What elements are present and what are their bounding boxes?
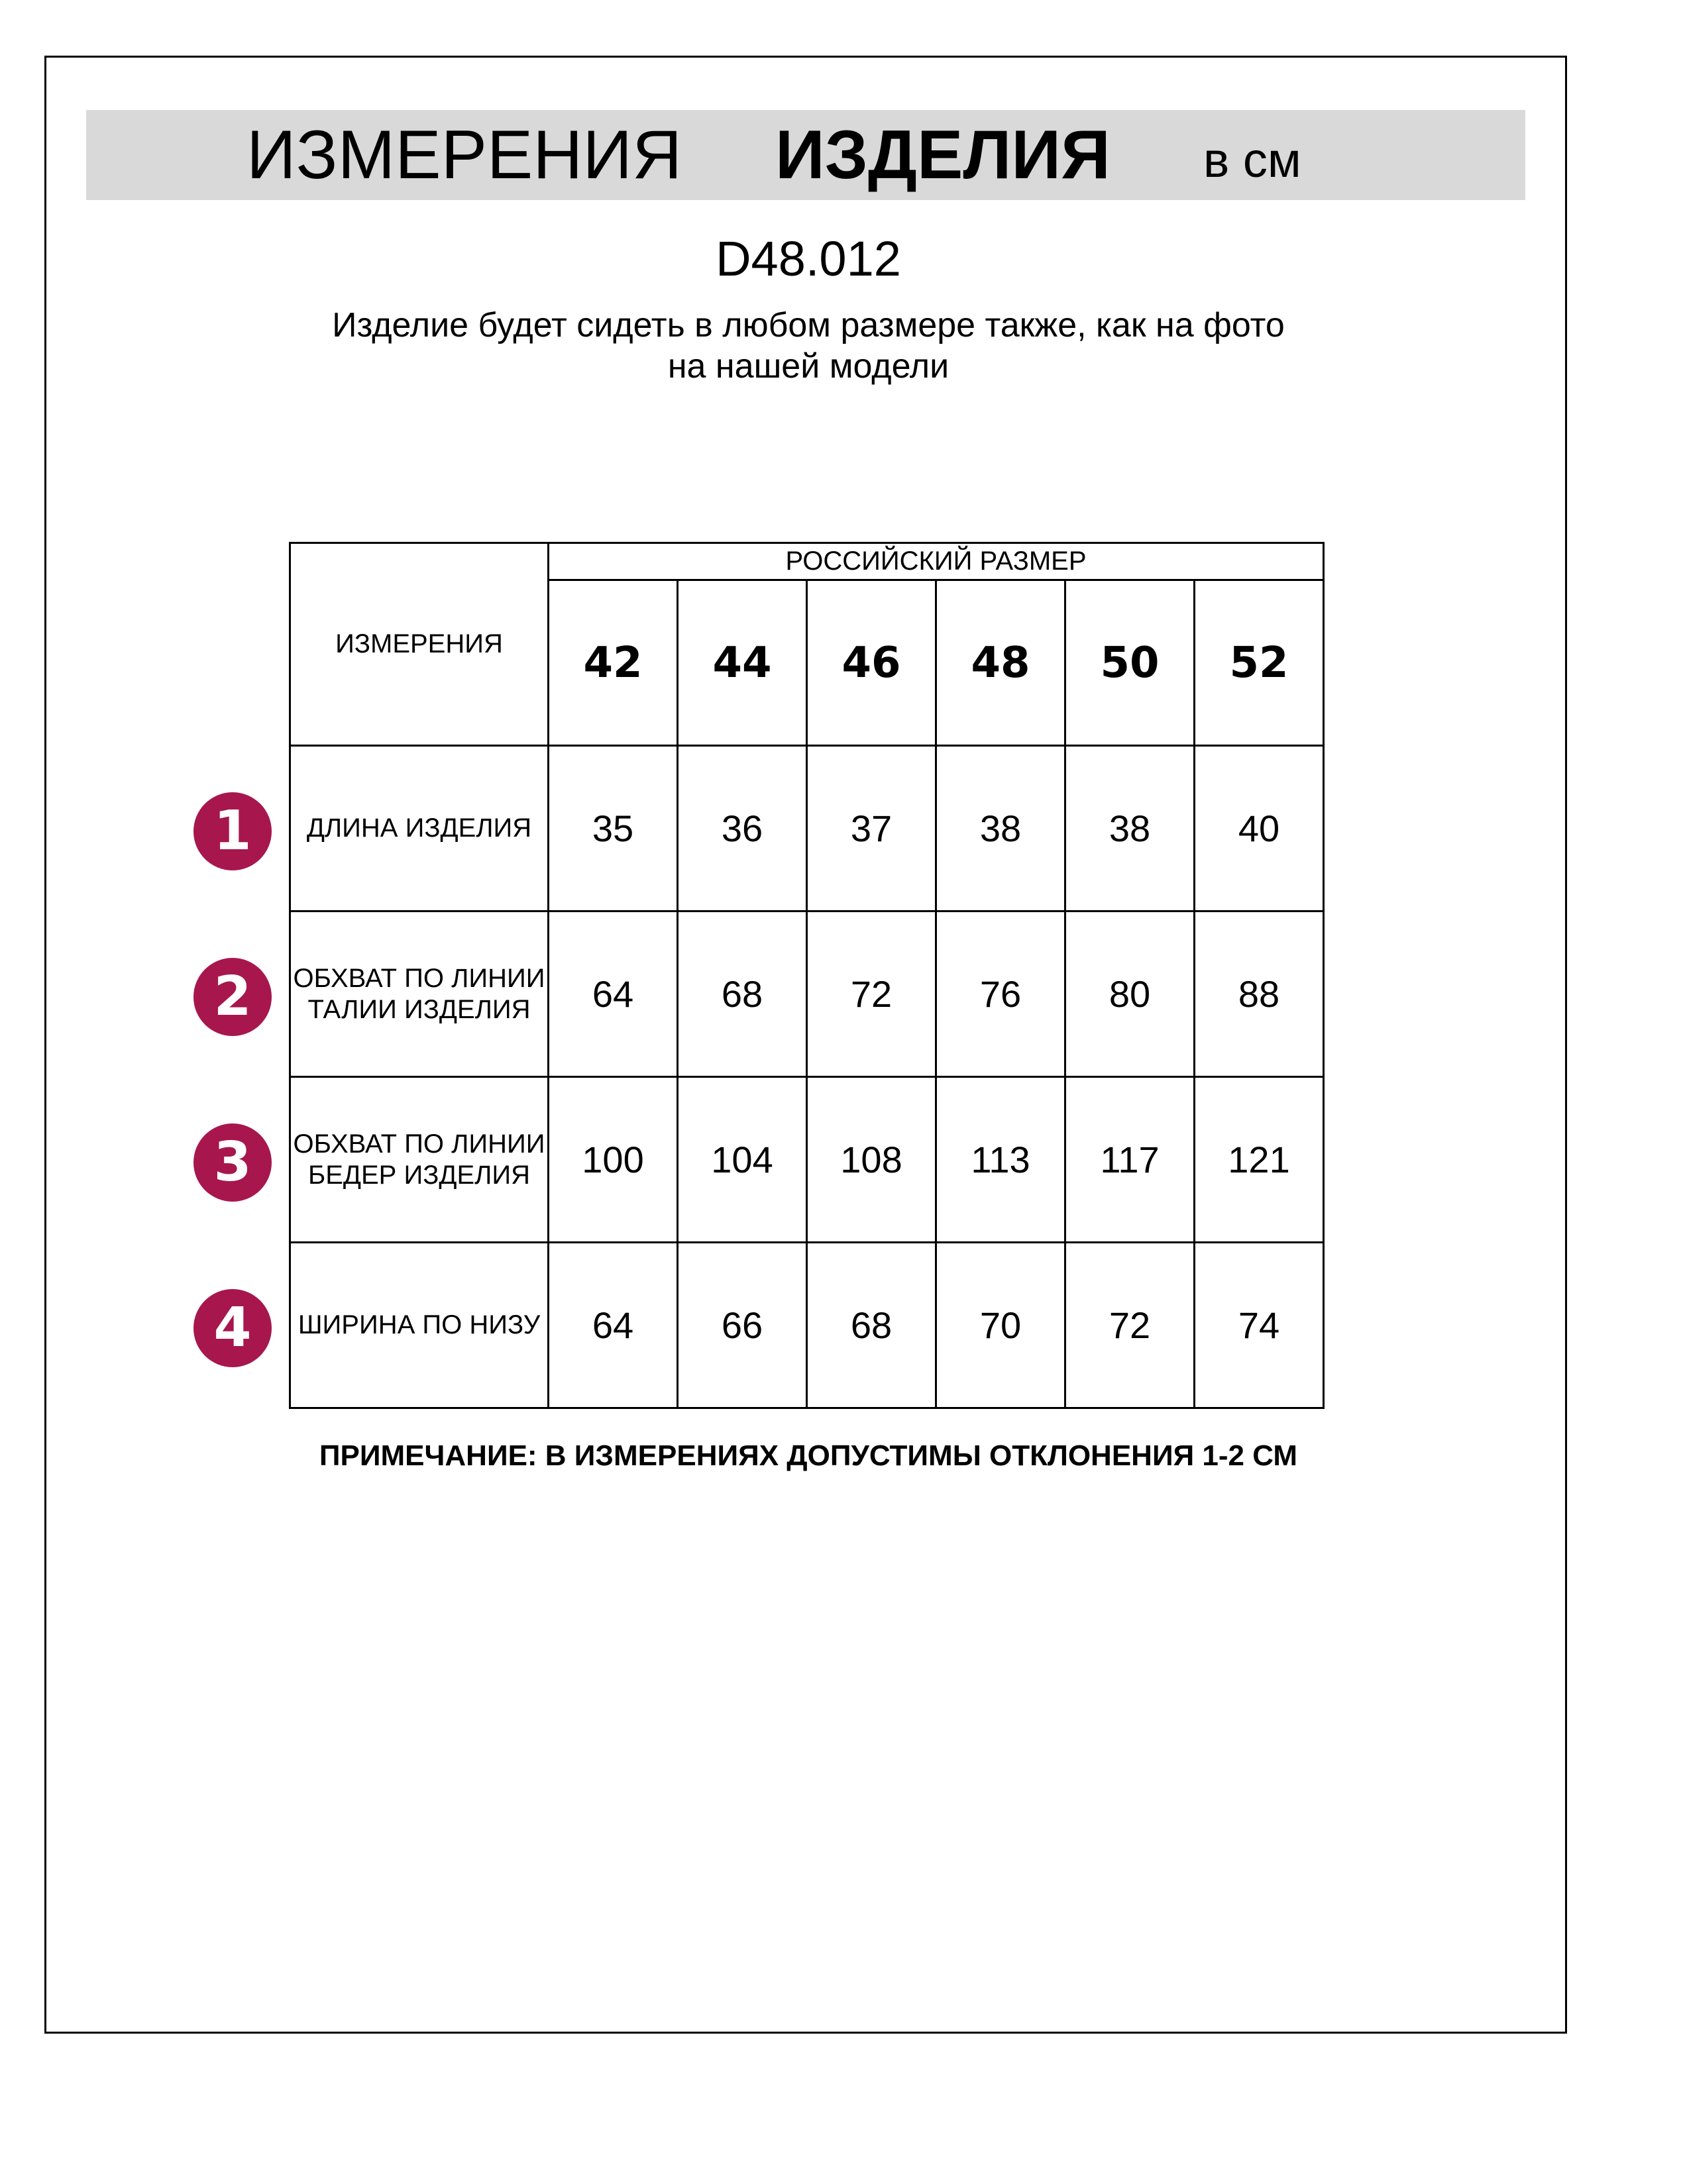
- table-row: [290, 746, 1324, 911]
- row-number-badge: 1: [193, 792, 272, 870]
- table-cell: 38: [1065, 746, 1195, 911]
- table-cell: 66: [678, 1243, 807, 1408]
- subtitle: [0, 305, 1617, 387]
- table-cell: 117: [1065, 1077, 1195, 1243]
- row-number-badge: 4: [193, 1289, 272, 1367]
- row-label: ОБХВАТ ПО ЛИНИИ БЕДЕР ИЗДЕЛИЯ: [290, 1077, 549, 1243]
- table-row: [290, 1243, 1324, 1408]
- table-cell: 121: [1195, 1077, 1324, 1243]
- table-cell: 68: [678, 911, 807, 1077]
- measurement-note: ПРИМЕЧАНИЕ: В ИЗМЕРЕНИЯХ ДОПУСТИМЫ ОТКЛОНЕНИЯ 1-2 СМ: [319, 1439, 1298, 1472]
- measurements-header: ИЗМЕРЕНИЯ: [290, 543, 549, 746]
- table-cell: 104: [678, 1077, 807, 1243]
- table-cell: 113: [936, 1077, 1065, 1243]
- row-number-badge: 2: [193, 958, 272, 1036]
- table-cell: 70: [936, 1243, 1065, 1408]
- table-cell: 100: [549, 1077, 678, 1243]
- product-code: D48.012: [716, 231, 901, 286]
- header-title-product: ИЗДЕЛИЯ: [775, 117, 1111, 193]
- table-cell: 80: [1065, 911, 1195, 1077]
- size-header: 44: [678, 580, 807, 746]
- table-cell: 64: [549, 1243, 678, 1408]
- table-cell: 36: [678, 746, 807, 911]
- row-label: ДЛИНА ИЗДЕЛИЯ: [290, 746, 549, 911]
- row-label: ОБХВАТ ПО ЛИНИИ ТАЛИИ ИЗДЕЛИЯ: [290, 911, 549, 1077]
- table-cell: 72: [807, 911, 936, 1077]
- table-row: [290, 911, 1324, 1077]
- size-header: 46: [807, 580, 936, 746]
- size-header: 50: [1065, 580, 1195, 746]
- size-header: 42: [549, 580, 678, 746]
- header-unit: в см: [1203, 132, 1301, 187]
- table-cell: 64: [549, 911, 678, 1077]
- table-row: [290, 1077, 1324, 1243]
- table-cell: 37: [807, 746, 936, 911]
- size-header: 52: [1195, 580, 1324, 746]
- table-cell: 108: [807, 1077, 936, 1243]
- table-cell: 74: [1195, 1243, 1324, 1408]
- table-cell: 40: [1195, 746, 1324, 911]
- table-cell: 68: [807, 1243, 936, 1408]
- header-title-measurements: ИЗМЕРЕНИЯ: [246, 117, 682, 193]
- size-group-header: РОССИЙСКИЙ РАЗМЕР: [549, 543, 1324, 580]
- size-header: 48: [936, 580, 1065, 746]
- row-number-badge: 3: [193, 1123, 272, 1202]
- table-cell: 88: [1195, 911, 1324, 1077]
- subtitle-line-1: Изделие будет сидеть в любом размере также, как на фото: [332, 306, 1285, 344]
- table-cell: 38: [936, 746, 1065, 911]
- table-cell: 72: [1065, 1243, 1195, 1408]
- subtitle-line-2: на нашей модели: [667, 347, 950, 386]
- row-label: ШИРИНА ПО НИЗУ: [290, 1243, 549, 1408]
- table-cell: 76: [936, 911, 1065, 1077]
- size-table: [289, 542, 1325, 1409]
- header-bar: [86, 110, 1525, 200]
- table-cell: 35: [549, 746, 678, 911]
